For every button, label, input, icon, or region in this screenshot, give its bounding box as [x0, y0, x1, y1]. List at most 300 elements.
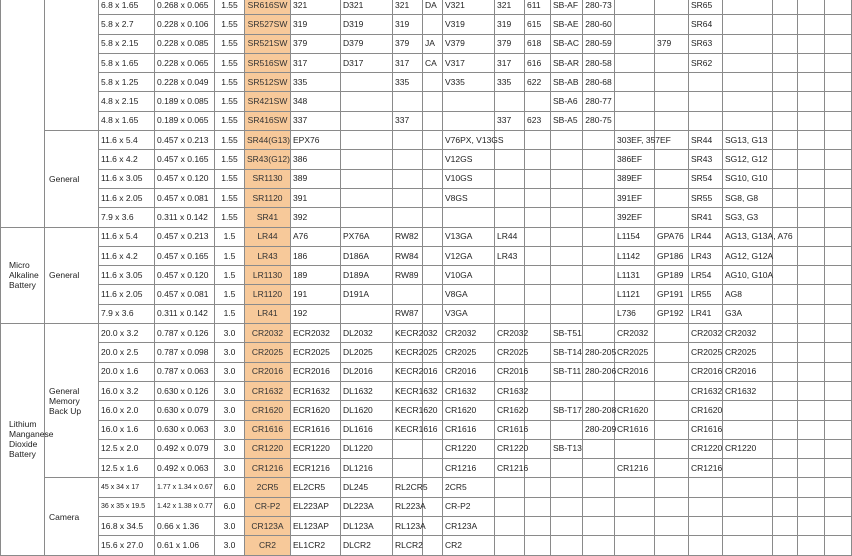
cell-ref-d — [423, 285, 443, 304]
cell-ref-c: 337 — [393, 111, 423, 130]
cell-ref-o — [798, 188, 825, 207]
cell-ref-p — [825, 131, 852, 150]
cell-voltage: 1.55 — [215, 15, 245, 34]
cell-ref-o — [798, 246, 825, 265]
cell-ref-i — [583, 285, 615, 304]
cell-ref-e: V13GA — [443, 227, 495, 246]
cell-ref-f — [495, 517, 525, 536]
cell-ref-j — [615, 92, 655, 111]
cell-ref-n — [773, 343, 798, 362]
cell-ref-i: 280-206 — [583, 362, 615, 381]
cell-ref-e: V317 — [443, 53, 495, 72]
cell-size-mm: 11.6 x 5.4 — [99, 227, 155, 246]
cell-ref-h: SB-AE — [551, 15, 583, 34]
cell-ref-a: 191 — [291, 285, 341, 304]
cell-voltage: 1.55 — [215, 188, 245, 207]
cell-ref-l: CR2025 — [689, 343, 723, 362]
cell-ref-a: 379 — [291, 34, 341, 53]
cell-ref-d — [423, 150, 443, 169]
cell-ref-h: SB-AB — [551, 73, 583, 92]
cell-ref-i — [583, 459, 615, 478]
table-row — [1, 188, 852, 207]
cell-ref-h — [551, 150, 583, 169]
cell-ref-j — [615, 536, 655, 555]
cell-size-inch: 0.189 x 0.065 — [155, 111, 215, 130]
cell-ref-d — [423, 131, 443, 150]
cell-ref-m: SG8, G8 — [723, 188, 773, 207]
cell-ref-h: SB-T13 — [551, 439, 583, 458]
table-row — [1, 150, 852, 169]
cell-ref-e: CR-P2 — [443, 497, 495, 516]
cell-ref-b — [341, 131, 393, 150]
cell-ref-o — [798, 362, 825, 381]
cell-ref-c: KECR1616 — [393, 420, 423, 439]
cell-ref-d — [423, 73, 443, 92]
cell-ref-c: 379 — [393, 34, 423, 53]
cell-ref-c — [393, 208, 423, 227]
category-cell: Lithium Manganese Dioxide Battery — [1, 324, 45, 556]
cell-ref-p — [825, 111, 852, 130]
cell-ref-c: KECR1632 — [393, 381, 423, 400]
cell-ref-k — [655, 517, 689, 536]
category-cell — [1, 0, 45, 227]
cell-model: SR416SW — [245, 111, 291, 130]
cell-ref-i — [583, 517, 615, 536]
cell-ref-i — [583, 536, 615, 555]
cell-ref-o — [798, 266, 825, 285]
cell-ref-n — [773, 208, 798, 227]
cell-ref-n — [773, 150, 798, 169]
cell-size-inch: 0.492 x 0.063 — [155, 459, 215, 478]
table-row — [1, 92, 852, 111]
table-row — [1, 285, 852, 304]
cell-ref-l: CR1220 — [689, 439, 723, 458]
cell-ref-h — [551, 459, 583, 478]
cell-ref-j — [615, 0, 655, 15]
cell-ref-c: 319 — [393, 15, 423, 34]
cell-ref-b: DL2025 — [341, 343, 393, 362]
cell-ref-c: RLCR2 — [393, 536, 423, 555]
table-row — [1, 73, 852, 92]
cell-voltage: 6.0 — [215, 497, 245, 516]
cell-ref-a: 386 — [291, 150, 341, 169]
cell-size-mm: 20.0 x 1.6 — [99, 362, 155, 381]
cell-ref-n — [773, 420, 798, 439]
cell-model: SR616SW — [245, 0, 291, 15]
cell-ref-h — [551, 381, 583, 400]
cell-ref-h: SB-T11 — [551, 362, 583, 381]
cell-size-mm: 11.6 x 4.2 — [99, 150, 155, 169]
cell-ref-j — [615, 478, 655, 497]
cell-ref-i — [583, 324, 615, 343]
cell-ref-e: V3GA — [443, 304, 495, 323]
cell-ref-a: ECR1632 — [291, 381, 341, 400]
cell-ref-b: DL1216 — [341, 459, 393, 478]
cell-ref-l: LR55 — [689, 285, 723, 304]
cell-ref-m: CR2016 — [723, 362, 773, 381]
cell-ref-c — [393, 131, 423, 150]
cell-ref-k — [655, 362, 689, 381]
cell-model: CR1220 — [245, 439, 291, 458]
cell-ref-f — [495, 150, 525, 169]
cell-ref-b: DL1220 — [341, 439, 393, 458]
cell-model: SR512SW — [245, 73, 291, 92]
cell-ref-g — [525, 536, 551, 555]
cell-ref-m — [723, 459, 773, 478]
cell-ref-f — [495, 536, 525, 555]
cell-ref-i — [583, 246, 615, 265]
cell-ref-e: CR2 — [443, 536, 495, 555]
cell-ref-g — [525, 92, 551, 111]
cell-ref-l: SR44 — [689, 131, 723, 150]
cell-ref-o — [798, 536, 825, 555]
cell-ref-j — [615, 517, 655, 536]
cell-ref-k: 379 — [655, 34, 689, 53]
cell-ref-p — [825, 343, 852, 362]
cell-ref-l — [689, 497, 723, 516]
cell-ref-c: RW89 — [393, 266, 423, 285]
cell-ref-j: 391EF — [615, 188, 655, 207]
cell-size-mm: 11.6 x 3.05 — [99, 266, 155, 285]
cell-ref-b — [341, 188, 393, 207]
table-row — [1, 53, 852, 72]
cell-ref-o — [798, 73, 825, 92]
cell-ref-j — [615, 53, 655, 72]
cell-ref-i — [583, 150, 615, 169]
cell-ref-c: 321 — [393, 0, 423, 15]
table-row — [1, 497, 852, 516]
cell-ref-i: 280-208 — [583, 401, 615, 420]
cell-model: CR1216 — [245, 459, 291, 478]
cell-ref-p — [825, 34, 852, 53]
cell-ref-l — [689, 92, 723, 111]
cell-ref-o — [798, 439, 825, 458]
cell-ref-e: V12GA — [443, 246, 495, 265]
cell-ref-p — [825, 304, 852, 323]
cell-ref-b — [341, 73, 393, 92]
cell-ref-m: SG12, G12 — [723, 150, 773, 169]
cell-voltage: 3.0 — [215, 439, 245, 458]
cell-ref-f: CR2032 — [495, 324, 525, 343]
cell-ref-o — [798, 227, 825, 246]
cell-ref-a: ECR1220 — [291, 439, 341, 458]
cell-ref-f: CR1632 — [495, 381, 525, 400]
cell-ref-e: V379 — [443, 34, 495, 53]
cell-ref-h — [551, 478, 583, 497]
cell-size-inch: 0.787 x 0.063 — [155, 362, 215, 381]
table-row — [1, 324, 852, 343]
cell-size-inch: 0.66 x 1.36 — [155, 517, 215, 536]
cell-ref-d — [423, 459, 443, 478]
cell-ref-f: LR44 — [495, 227, 525, 246]
cell-ref-i — [583, 169, 615, 188]
cell-ref-p — [825, 285, 852, 304]
cell-ref-m: G3A — [723, 304, 773, 323]
cell-size-mm: 45 x 34 x 17 — [99, 478, 155, 497]
cell-size-inch: 0.457 x 0.213 — [155, 227, 215, 246]
subgroup-cell — [45, 0, 99, 131]
cell-ref-n — [773, 111, 798, 130]
cell-ref-h — [551, 266, 583, 285]
cell-ref-c: RW84 — [393, 246, 423, 265]
cell-ref-l: SR62 — [689, 53, 723, 72]
cell-ref-o — [798, 497, 825, 516]
cell-ref-m: AG13, G13A, A76 — [723, 227, 773, 246]
cell-ref-n — [773, 169, 798, 188]
cell-size-mm: 20.0 x 2.5 — [99, 343, 155, 362]
cell-ref-c — [393, 439, 423, 458]
cell-ref-o — [798, 150, 825, 169]
cell-ref-j: CR2025 — [615, 343, 655, 362]
cell-ref-p — [825, 362, 852, 381]
cell-model: CR1620 — [245, 401, 291, 420]
cell-ref-j: 389EF — [615, 169, 655, 188]
cell-voltage: 1.55 — [215, 73, 245, 92]
cell-ref-a: 391 — [291, 188, 341, 207]
cell-ref-e — [443, 92, 495, 111]
cell-ref-n — [773, 478, 798, 497]
cell-size-mm: 5.8 x 1.25 — [99, 73, 155, 92]
cell-ref-h: SB-T51 — [551, 324, 583, 343]
cell-ref-l: SR43 — [689, 150, 723, 169]
cell-ref-l: SR41 — [689, 208, 723, 227]
cell-size-inch: 0.457 x 0.165 — [155, 246, 215, 265]
cell-ref-g: 623 — [525, 111, 551, 130]
cell-ref-a: 189 — [291, 266, 341, 285]
cell-model: SR44(G13) — [245, 131, 291, 150]
cell-ref-m — [723, 497, 773, 516]
cell-size-inch: 0.61 x 1.06 — [155, 536, 215, 555]
cell-size-mm: 11.6 x 3.05 — [99, 169, 155, 188]
cell-ref-p — [825, 420, 852, 439]
table-row — [1, 381, 852, 400]
cell-ref-o — [798, 131, 825, 150]
cell-model: SR527SW — [245, 15, 291, 34]
cell-ref-m — [723, 478, 773, 497]
cell-ref-n — [773, 381, 798, 400]
cell-size-mm: 20.0 x 3.2 — [99, 324, 155, 343]
cell-size-mm: 16.8 x 34.5 — [99, 517, 155, 536]
table-row — [1, 227, 852, 246]
cell-ref-p — [825, 53, 852, 72]
cell-ref-g — [525, 459, 551, 478]
cell-ref-p — [825, 266, 852, 285]
cell-ref-m: SG13, G13 — [723, 131, 773, 150]
cell-ref-n — [773, 266, 798, 285]
cell-size-inch: 0.630 x 0.126 — [155, 381, 215, 400]
cell-ref-f: CR2016 — [495, 362, 525, 381]
cell-ref-p — [825, 381, 852, 400]
cell-ref-e: CR2025 — [443, 343, 495, 362]
cell-ref-h — [551, 208, 583, 227]
cell-ref-h: SB-AC — [551, 34, 583, 53]
cell-ref-c: KECR2032 — [393, 324, 423, 343]
cell-ref-f: 337 — [495, 111, 525, 130]
cell-ref-b — [341, 150, 393, 169]
cell-ref-n — [773, 517, 798, 536]
cell-ref-p — [825, 497, 852, 516]
cell-ref-j: L1142 — [615, 246, 655, 265]
cell-model: SR1130 — [245, 169, 291, 188]
cell-ref-a: 321 — [291, 0, 341, 15]
cell-ref-m — [723, 0, 773, 15]
cell-ref-k — [655, 343, 689, 362]
cell-ref-c: RW82 — [393, 227, 423, 246]
cell-ref-g — [525, 208, 551, 227]
cell-size-mm: 11.6 x 2.05 — [99, 285, 155, 304]
cell-ref-f: CR1620 — [495, 401, 525, 420]
cell-ref-g — [525, 497, 551, 516]
cell-ref-h — [551, 497, 583, 516]
cell-ref-j: 392EF — [615, 208, 655, 227]
cell-ref-j: L1154 — [615, 227, 655, 246]
cell-size-mm: 12.5 x 1.6 — [99, 459, 155, 478]
cell-ref-a: 389 — [291, 169, 341, 188]
cell-ref-d — [423, 188, 443, 207]
cell-voltage: 1.55 — [215, 0, 245, 15]
cell-ref-h: SB-A6 — [551, 92, 583, 111]
cell-ref-g: 616 — [525, 53, 551, 72]
cell-model: CR1632 — [245, 381, 291, 400]
cell-ref-g — [525, 381, 551, 400]
cell-voltage: 3.0 — [215, 517, 245, 536]
cell-ref-l: SR65 — [689, 0, 723, 15]
cell-voltage: 1.5 — [215, 266, 245, 285]
cell-ref-a: 392 — [291, 208, 341, 227]
table-row — [1, 362, 852, 381]
cell-ref-m: SG3, G3 — [723, 208, 773, 227]
cell-ref-n — [773, 285, 798, 304]
cell-ref-j — [615, 15, 655, 34]
cell-size-mm: 5.8 x 2.7 — [99, 15, 155, 34]
cell-voltage: 1.55 — [215, 131, 245, 150]
cell-ref-k — [655, 420, 689, 439]
cell-ref-l: CR1616 — [689, 420, 723, 439]
cell-ref-c — [393, 188, 423, 207]
cell-ref-a: 319 — [291, 15, 341, 34]
cell-size-inch: 0.457 x 0.081 — [155, 285, 215, 304]
cell-ref-k — [655, 53, 689, 72]
cell-size-inch: 0.228 x 0.085 — [155, 34, 215, 53]
cell-ref-g: 611 — [525, 0, 551, 15]
cell-model: LR43 — [245, 246, 291, 265]
cell-ref-c: 317 — [393, 53, 423, 72]
table-row — [1, 0, 852, 15]
category-cell: Micro Alkaline Battery — [1, 227, 45, 323]
cell-ref-h — [551, 304, 583, 323]
cell-ref-e: 2CR5 — [443, 478, 495, 497]
cell-ref-c: KECR1620 — [393, 401, 423, 420]
cell-ref-i — [583, 266, 615, 285]
cell-ref-k: GP191 — [655, 285, 689, 304]
cell-ref-k — [655, 92, 689, 111]
cell-ref-k — [655, 381, 689, 400]
cell-ref-f: CR1616 — [495, 420, 525, 439]
cell-ref-j: L1121 — [615, 285, 655, 304]
cell-ref-h: SB-AR — [551, 53, 583, 72]
cell-ref-m: CR1220 — [723, 439, 773, 458]
cell-ref-f — [495, 266, 525, 285]
cell-ref-g — [525, 439, 551, 458]
cell-ref-f — [495, 92, 525, 111]
cell-ref-k — [655, 324, 689, 343]
cell-ref-n — [773, 34, 798, 53]
cell-model: LR44 — [245, 227, 291, 246]
cell-ref-p — [825, 246, 852, 265]
cell-ref-j: CR1616 — [615, 420, 655, 439]
cell-ref-o — [798, 304, 825, 323]
cell-ref-p — [825, 459, 852, 478]
cell-ref-a: A76 — [291, 227, 341, 246]
cell-ref-k — [655, 188, 689, 207]
cell-voltage: 1.55 — [215, 150, 245, 169]
table-row — [1, 343, 852, 362]
cell-model: SR516SW — [245, 53, 291, 72]
cell-voltage: 1.5 — [215, 285, 245, 304]
cell-ref-a: 317 — [291, 53, 341, 72]
cell-ref-m — [723, 92, 773, 111]
cell-size-inch: 1.77 x 1.34 x 0.67 — [155, 478, 215, 497]
cell-ref-p — [825, 150, 852, 169]
table-row — [1, 536, 852, 555]
cell-ref-k: GP192 — [655, 304, 689, 323]
table-row — [1, 208, 852, 227]
cell-model: LR1130 — [245, 266, 291, 285]
cell-ref-h: SB-T17 — [551, 401, 583, 420]
cell-ref-m: CR2032 — [723, 324, 773, 343]
cell-ref-m — [723, 420, 773, 439]
cell-ref-c: 335 — [393, 73, 423, 92]
cell-ref-p — [825, 478, 852, 497]
cell-ref-c: KECR2025 — [393, 343, 423, 362]
cell-ref-e: V10GA — [443, 266, 495, 285]
cell-ref-l: CR1632 — [689, 381, 723, 400]
cell-ref-o — [798, 0, 825, 15]
cell-model: SR421SW — [245, 92, 291, 111]
cell-ref-d — [423, 169, 443, 188]
table-row — [1, 246, 852, 265]
cell-voltage: 3.0 — [215, 401, 245, 420]
cell-size-mm: 16.0 x 1.6 — [99, 420, 155, 439]
cell-ref-o — [798, 420, 825, 439]
cell-ref-d — [423, 208, 443, 227]
table-row — [1, 401, 852, 420]
cell-ref-a: 348 — [291, 92, 341, 111]
cell-ref-o — [798, 285, 825, 304]
cell-ref-h — [551, 420, 583, 439]
cell-ref-b: D317 — [341, 53, 393, 72]
cell-ref-n — [773, 53, 798, 72]
cell-ref-a: 192 — [291, 304, 341, 323]
cell-voltage: 3.0 — [215, 343, 245, 362]
cell-ref-i — [583, 227, 615, 246]
cell-ref-k — [655, 439, 689, 458]
cell-ref-n — [773, 536, 798, 555]
cell-ref-k — [655, 73, 689, 92]
cell-ref-m: AG10, G10A — [723, 266, 773, 285]
cell-ref-k — [655, 150, 689, 169]
cell-ref-e: V8GA — [443, 285, 495, 304]
cell-ref-h — [551, 246, 583, 265]
cell-ref-l: LR44 — [689, 227, 723, 246]
cell-ref-i — [583, 131, 615, 150]
cell-ref-e: CR1220 — [443, 439, 495, 458]
cell-ref-p — [825, 439, 852, 458]
cell-ref-m — [723, 517, 773, 536]
cell-ref-l: CR2016 — [689, 362, 723, 381]
cell-ref-f — [495, 169, 525, 188]
cell-ref-a: EL123AP — [291, 517, 341, 536]
